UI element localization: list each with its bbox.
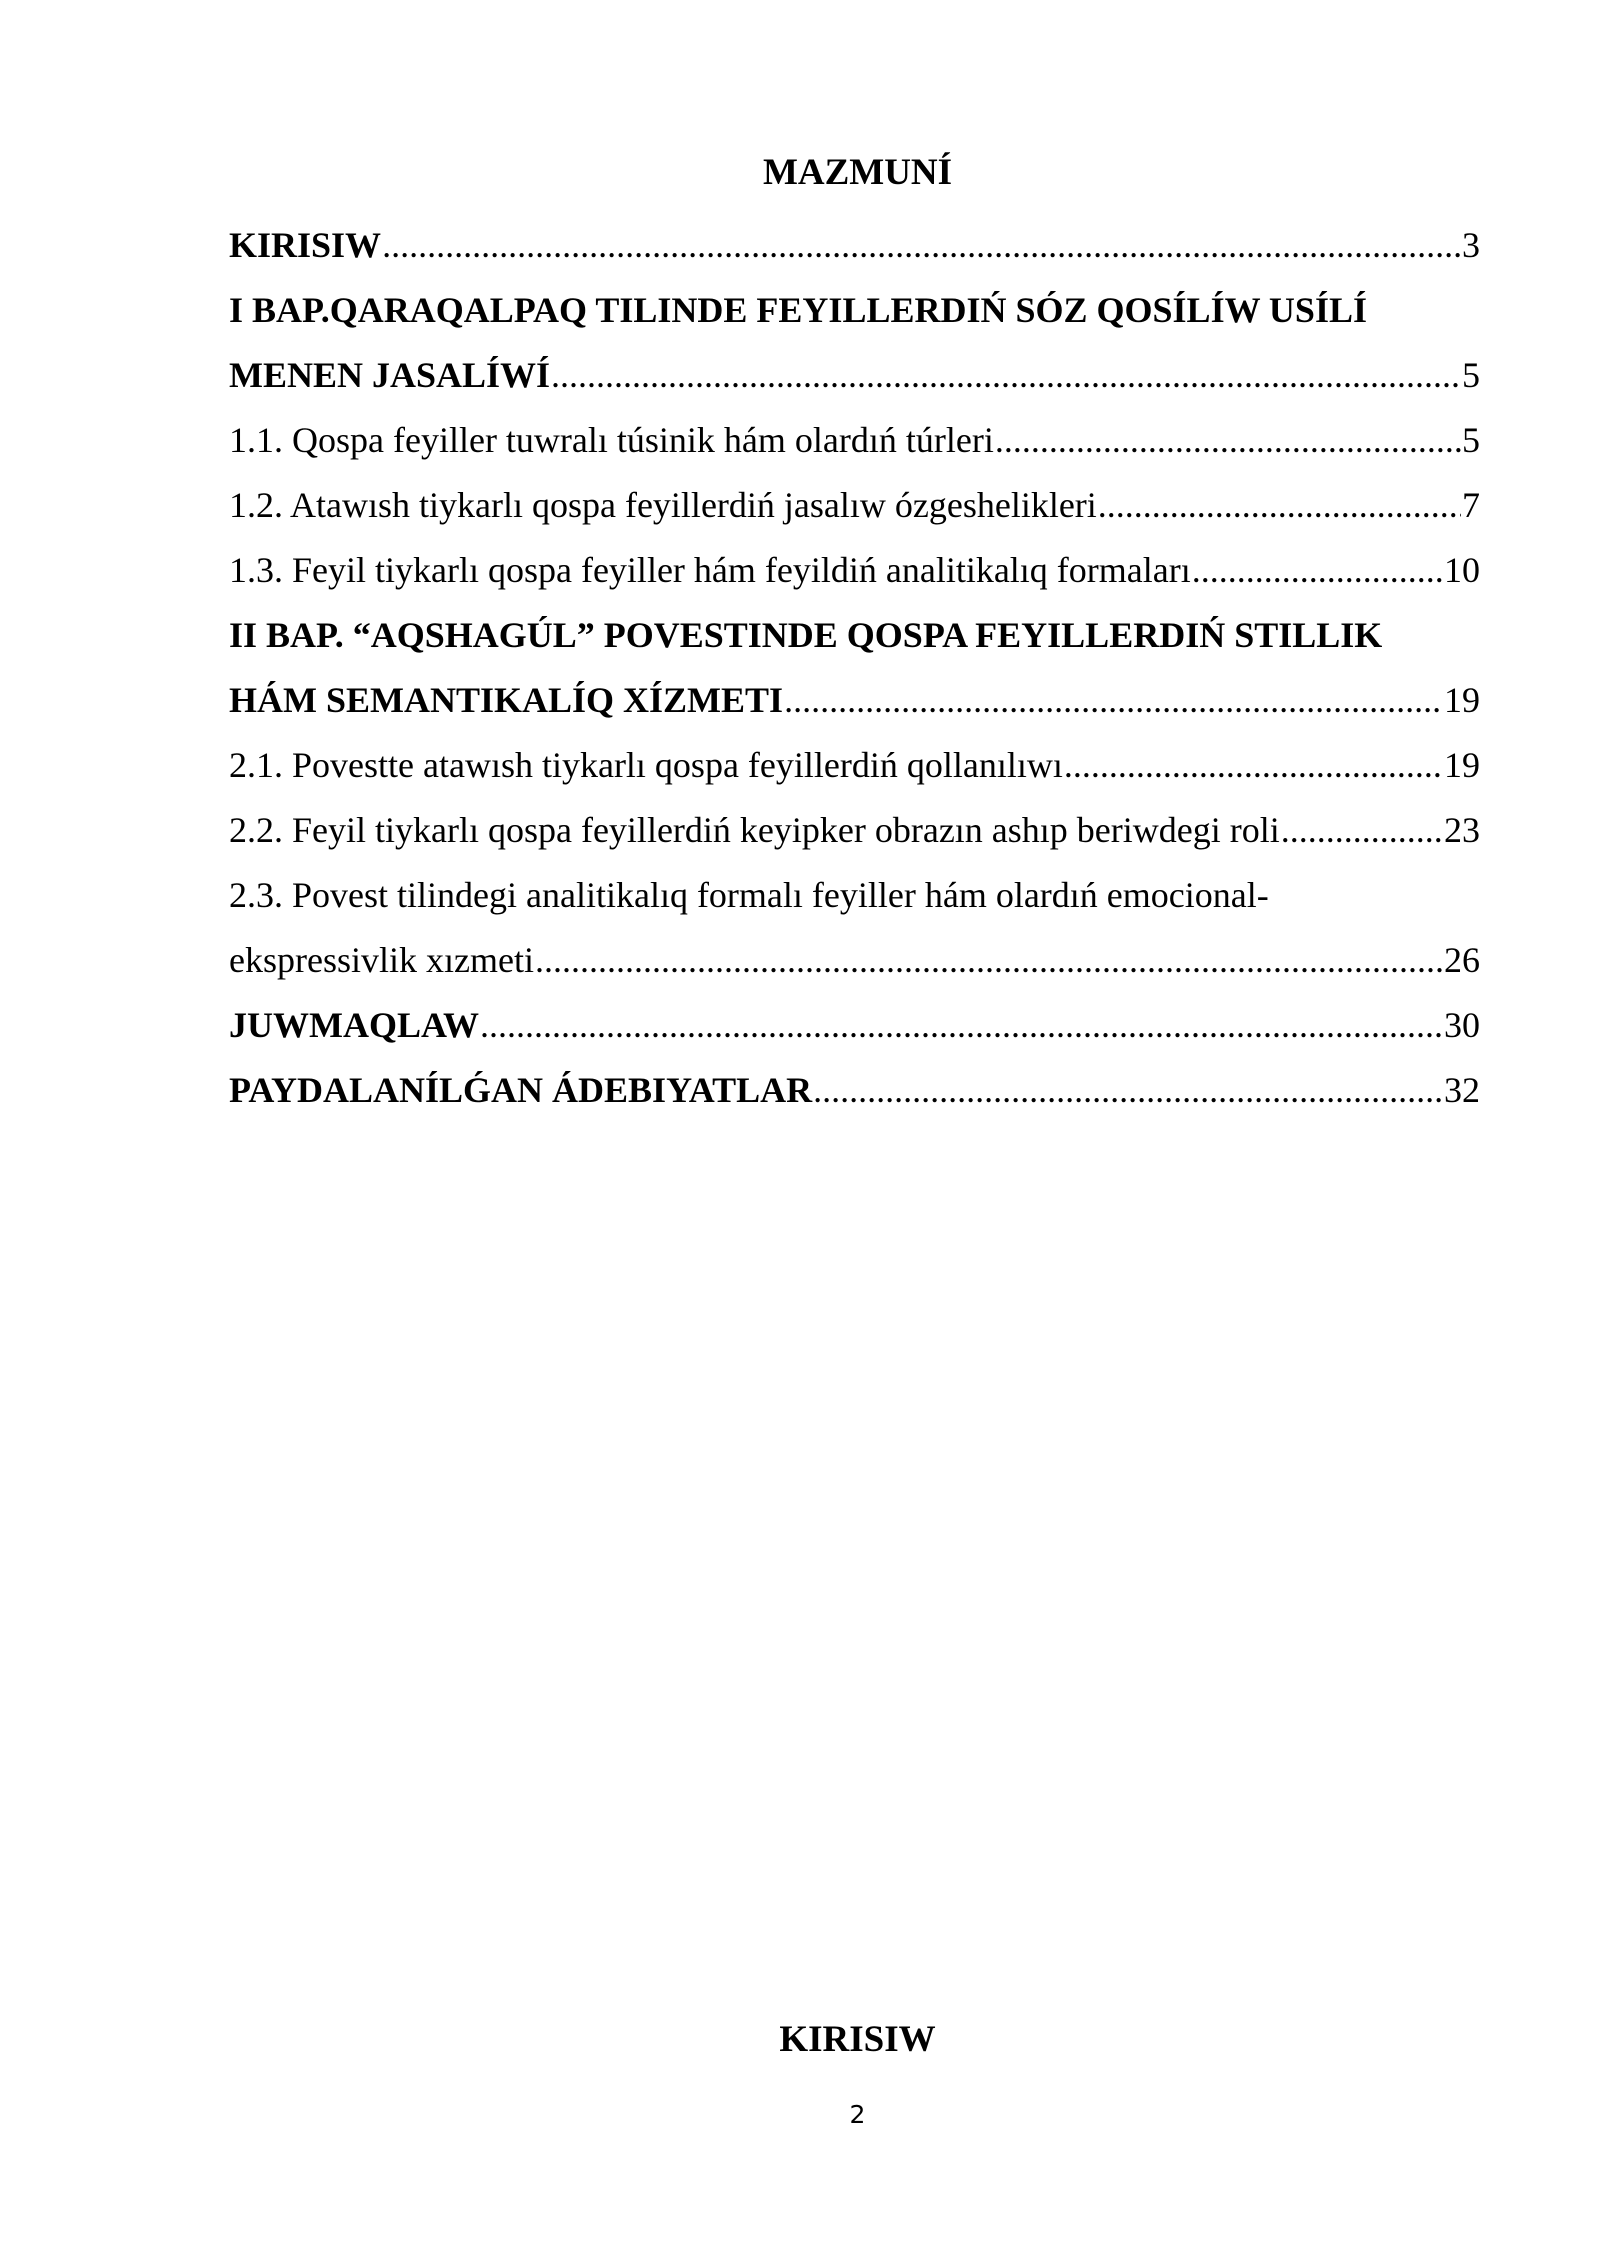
toc-entry-page: 26	[1444, 940, 1480, 980]
leader-dots	[480, 1000, 1443, 1050]
toc-entry-introduction[interactable]	[229, 220, 1480, 285]
toc-entry-label: PAYDALANÍLǴAN ÁDEBIYATLAR	[229, 1070, 813, 1110]
toc-entry-page: 23	[1444, 810, 1480, 850]
toc-entry-label: II BAP. “AQSHAGÚL” POVESTINDE QOSPA FEYILLERDIŃ STILLIK	[229, 615, 1383, 655]
leader-dots	[382, 220, 1461, 270]
toc-entry-label: I BAP.QARAQALPAQ TILINDE FEYILLERDIŃ SÓZ QOSÍLÍW USÍLÍ	[229, 290, 1367, 330]
toc-entry-section-2-2[interactable]	[229, 805, 1480, 870]
toc-entry-chapter-2-line-2[interactable]	[229, 675, 1480, 740]
toc-entry-section-1-1[interactable]	[229, 415, 1480, 480]
toc-entry-section-2-1[interactable]	[229, 740, 1480, 805]
section-heading: KIRISIW	[779, 2019, 936, 2060]
leader-dots	[551, 350, 1461, 400]
toc-entry-page: 3	[1462, 225, 1480, 265]
toc-entry-label: HÁM SEMANTIKALÍQ XÍZMETI	[229, 680, 784, 720]
toc-entry-label: JUWMAQLAW	[229, 1005, 479, 1045]
toc-entry-page: 19	[1444, 680, 1480, 720]
toc-entry-bibliography[interactable]	[229, 1065, 1480, 1130]
toc-entry-chapter-2-line-1[interactable]	[229, 610, 1480, 675]
toc-entry-page: 32	[1444, 1070, 1480, 1110]
toc-entry-page: 19	[1444, 745, 1480, 785]
toc-entry-page: 5	[1462, 355, 1480, 395]
leader-dots	[535, 935, 1443, 985]
leader-dots	[1064, 740, 1443, 790]
toc-entry-section-2-3-line-1[interactable]	[229, 870, 1480, 935]
toc-entry-label: MENEN JASALÍWÍ	[229, 355, 551, 395]
toc-entry-page: 10	[1444, 550, 1480, 590]
table-of-contents	[229, 220, 1480, 1130]
toc-entry-label: 2.3. Povest tilindegi analitikalıq formalı feyiller hám olardıń emocional-	[229, 875, 1269, 915]
toc-entry-label: 2.1. Povestte atawısh tiykarlı qospa feyillerdiń qollanılıwı	[229, 745, 1063, 785]
toc-entry-section-1-3[interactable]	[229, 545, 1480, 610]
toc-entry-chapter-1-line-1[interactable]	[229, 285, 1480, 350]
toc-entry-label: 1.2. Atawısh tiykarlı qospa feyillerdiń jasalıw ózgeshelikleri	[229, 485, 1097, 525]
leader-dots	[995, 415, 1461, 465]
leader-dots	[1098, 480, 1461, 530]
leader-dots	[784, 675, 1443, 725]
toc-entry-conclusion[interactable]	[229, 1000, 1480, 1065]
toc-entry-section-1-2[interactable]	[229, 480, 1480, 545]
toc-entry-label: 1.1. Qospa feyiller tuwralı túsinik hám olardıń túrleri	[229, 420, 994, 460]
toc-entry-chapter-1-line-2[interactable]	[229, 350, 1480, 415]
toc-entry-page: 7	[1462, 485, 1480, 525]
toc-entry-label: ekspressivlik xızmeti	[229, 940, 534, 980]
toc-entry-label: 1.3. Feyil tiykarlı qospa feyiller hám feyildiń analitikalıq formaları	[229, 550, 1191, 590]
toc-title: MAZMUNÍ	[762, 152, 953, 193]
leader-dots	[1192, 545, 1443, 595]
leader-dots	[1281, 805, 1443, 855]
toc-entry-page: 5	[1462, 420, 1480, 460]
leader-dots	[813, 1065, 1443, 1115]
toc-entry-label: 2.2. Feyil tiykarlı qospa feyillerdiń keyipker obrazın ashıp beriwdegi roli	[229, 810, 1280, 850]
toc-entry-page: 30	[1444, 1005, 1480, 1045]
page-number: 2	[849, 2100, 866, 2129]
toc-entry-section-2-3-line-2[interactable]	[229, 935, 1480, 1000]
toc-entry-label: KIRISIW	[229, 225, 382, 265]
